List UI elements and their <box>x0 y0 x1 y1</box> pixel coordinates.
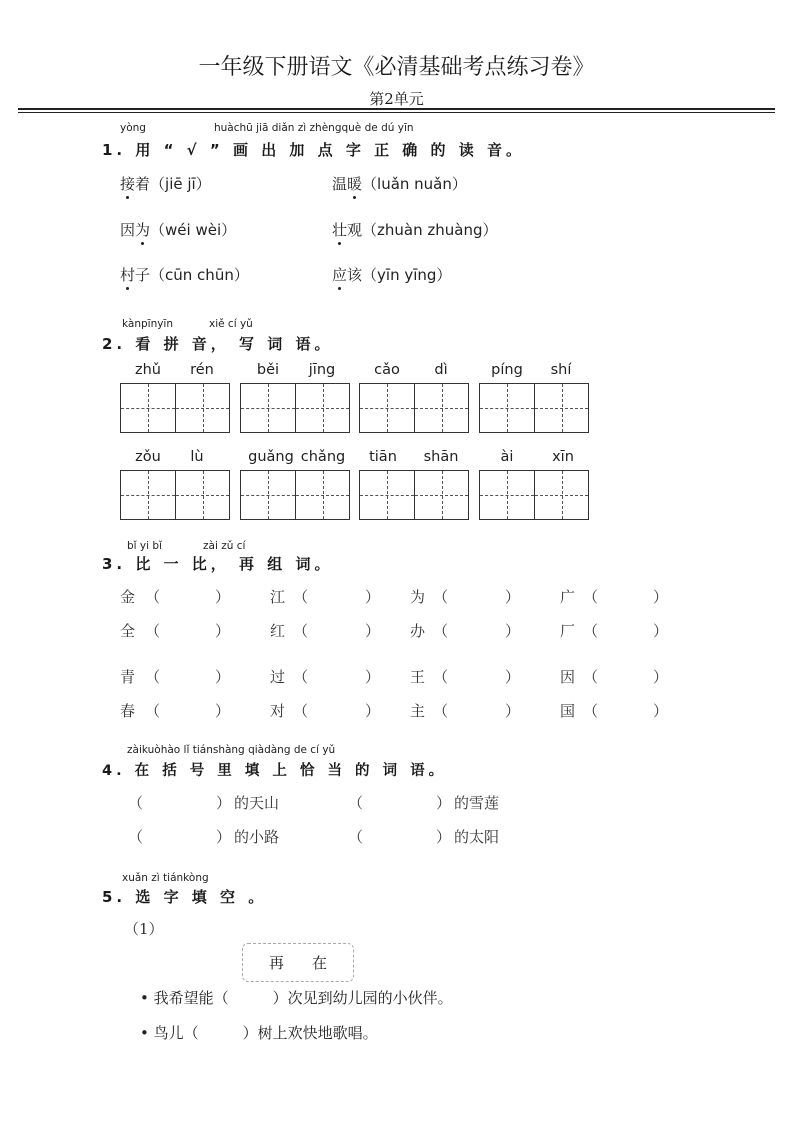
pinyin-label: zhǔ <box>135 362 161 378</box>
compare-char: 春 <box>120 702 136 720</box>
phrase-text: 的太阳 <box>454 828 500 846</box>
pinyin-label: chǎng <box>300 449 346 465</box>
blank-close: ） <box>505 588 521 606</box>
q5-heading: 5. 选 字 填 空 。 <box>102 888 268 906</box>
q1-item <box>332 264 451 285</box>
tian-grid-cell[interactable] <box>360 384 414 432</box>
tian-grid-cell[interactable] <box>175 471 229 519</box>
tian-grid-cell[interactable] <box>241 471 295 519</box>
compare-char: 对 <box>270 702 286 720</box>
pinyin-label: píng <box>491 362 523 378</box>
compare-char: 王 <box>410 668 426 686</box>
q4-pinyin: zàikuòhào lǐ tiánshàng qiàdàng de cí yǔ <box>127 744 336 756</box>
header-rule-bottom <box>18 112 775 113</box>
tian-grid-cell[interactable] <box>295 471 349 519</box>
blank-open: （ <box>433 668 449 686</box>
dotted-char: 暖 <box>347 175 363 193</box>
blank-close: ） <box>653 668 669 686</box>
blank-open: （ <box>128 794 144 812</box>
pinyin-label: shí <box>550 362 572 378</box>
q1-item-char: 温 <box>332 175 348 193</box>
compare-char: 国 <box>560 702 576 720</box>
blank-open: （ <box>583 588 599 606</box>
pinyin-label: rén <box>190 362 214 378</box>
phrase-text: 的天山 <box>234 794 280 812</box>
blank-open: （ <box>145 668 161 686</box>
compare-char: 红 <box>270 622 286 640</box>
tian-grid-cell[interactable] <box>480 384 534 432</box>
sentence-before: 我希望能（ <box>153 989 229 1007</box>
writing-grid[interactable] <box>479 383 589 433</box>
sentence-after: ）树上欢快地歌唱。 <box>242 1024 378 1042</box>
q4-heading: 4. 在 括 号 里 填 上 恰 当 的 词 语。 <box>102 763 448 779</box>
compare-char: 广 <box>560 588 576 606</box>
pinyin-label: běi <box>256 362 280 378</box>
dotted-char: 接 <box>120 175 136 193</box>
compare-char: 江 <box>270 588 286 606</box>
q1-item-char: 因 <box>120 221 136 239</box>
q1-item <box>120 219 236 240</box>
q1-item <box>120 264 249 285</box>
pinyin-label: dì <box>434 362 448 378</box>
choice-word: 再 <box>268 954 284 972</box>
pinyin-label: cǎo <box>374 362 400 378</box>
pinyin-label: ài <box>500 449 514 465</box>
q1-item-options[interactable]: （zhuàn zhuàng） <box>362 221 498 239</box>
q3-pinyin-a: bǐ yi bǐ <box>127 540 162 552</box>
q2-pinyin-b: xiě cí yǔ <box>209 318 253 330</box>
blank-close: ） <box>365 702 381 720</box>
blank-open: （ <box>583 622 599 640</box>
blank-close: ） <box>215 588 231 606</box>
q1-item-char: 子 <box>135 266 151 284</box>
blank-open: （ <box>128 828 144 846</box>
writing-grid[interactable] <box>359 383 469 433</box>
q2-heading: 2. 看 拼 音， 写 词 语。 <box>102 335 334 353</box>
blank-close: ） <box>215 702 231 720</box>
blank-close: ） <box>365 622 381 640</box>
dotted-char: 为 <box>135 221 151 239</box>
compare-char: 厂 <box>560 622 576 640</box>
blank-open: （ <box>293 702 309 720</box>
q1-pinyin-a: yòng <box>120 122 146 134</box>
q1-item-options[interactable]: （cūn chūn） <box>150 266 249 284</box>
tian-grid-cell[interactable] <box>295 384 349 432</box>
phrase-text: 的小路 <box>234 828 280 846</box>
tian-grid-cell[interactable] <box>480 471 534 519</box>
writing-grid[interactable] <box>120 470 230 520</box>
word-choice-box <box>242 943 354 982</box>
page-title: 一年级下册语文《必清基础考点练习卷》 <box>198 55 595 80</box>
unit-subtitle: 第2单元 <box>369 90 424 108</box>
tian-grid-cell[interactable] <box>534 471 588 519</box>
q2-pinyin-a: kànpīnyīn <box>122 318 174 330</box>
part-label: （1） <box>124 920 164 938</box>
q5-pinyin: xuǎn zì tiánkòng <box>122 872 209 884</box>
tian-grid-cell[interactable] <box>360 471 414 519</box>
dotted-char: 村 <box>120 266 136 284</box>
sentence-after: ）次见到幼儿园的小伙伴。 <box>272 989 453 1007</box>
sentence-before: 鸟儿（ <box>153 1024 199 1042</box>
writing-grid[interactable] <box>240 470 350 520</box>
blank-close: ） <box>216 828 232 846</box>
compare-char: 金 <box>120 588 136 606</box>
blank-open: （ <box>583 702 599 720</box>
q1-item-options[interactable]: （jiē jī） <box>150 175 211 193</box>
blank-close: ） <box>505 702 521 720</box>
tian-grid-cell[interactable] <box>121 471 175 519</box>
blank-close: ） <box>436 794 452 812</box>
blank-close: ） <box>365 588 381 606</box>
dotted-char: 应 <box>332 266 348 284</box>
dotted-char: 壮 <box>332 221 348 239</box>
compare-char: 过 <box>270 668 286 686</box>
phrase-text: 的雪莲 <box>454 794 500 812</box>
blank-open: （ <box>583 668 599 686</box>
q1-item <box>120 173 211 194</box>
tian-grid-cell[interactable] <box>121 384 175 432</box>
blank-open: （ <box>293 622 309 640</box>
blank-close: ） <box>215 668 231 686</box>
blank-close: ） <box>653 588 669 606</box>
bullet-icon: • <box>140 1024 149 1042</box>
q1-item-options[interactable]: （yīn yīng） <box>362 266 452 284</box>
blank-open: （ <box>348 794 364 812</box>
tian-grid-cell[interactable] <box>175 384 229 432</box>
blank-open: （ <box>145 702 161 720</box>
q1-heading: 1. 用 “ √ ” 画 出 加 点 字 正 确 的 读 音。 <box>102 141 525 159</box>
blank-close: ） <box>505 668 521 686</box>
q1-pinyin-b: huàchū jiā diǎn zì zhèngquè de dú yīn <box>214 122 414 134</box>
blank-open: （ <box>433 588 449 606</box>
blank-open: （ <box>293 668 309 686</box>
blank-close: ） <box>653 622 669 640</box>
q3-pinyin-b: zài zǔ cí <box>203 540 246 552</box>
blank-open: （ <box>433 702 449 720</box>
blank-close: ） <box>216 794 232 812</box>
blank-open: （ <box>293 588 309 606</box>
blank-close: ） <box>505 622 521 640</box>
blank-open: （ <box>145 588 161 606</box>
sentence-item <box>140 987 453 1008</box>
compare-char: 全 <box>120 622 136 640</box>
header-rule-top <box>18 108 775 110</box>
tian-grid-cell[interactable] <box>414 471 468 519</box>
blank-close: ） <box>653 702 669 720</box>
q3-heading: 3. 比 一 比， 再 组 词。 <box>102 555 334 573</box>
compare-char: 办 <box>410 622 426 640</box>
tian-grid-cell[interactable] <box>241 384 295 432</box>
compare-char: 因 <box>560 668 576 686</box>
pinyin-label: tiān <box>369 449 397 465</box>
pinyin-label: lù <box>190 449 204 465</box>
pinyin-label: guǎng <box>248 449 294 465</box>
blank-close: ） <box>365 668 381 686</box>
sentence-item <box>140 1022 378 1043</box>
writing-grid[interactable] <box>120 383 230 433</box>
q1-item-options[interactable]: （luǎn nuǎn） <box>362 175 467 193</box>
q1-item <box>332 219 498 240</box>
compare-char: 主 <box>410 702 426 720</box>
compare-char: 青 <box>120 668 136 686</box>
q1-item-char: 该 <box>347 266 363 284</box>
compare-char: 为 <box>410 588 426 606</box>
blank-open: （ <box>433 622 449 640</box>
blank-open: （ <box>348 828 364 846</box>
tian-grid-cell[interactable] <box>534 384 588 432</box>
choice-word: 在 <box>312 954 328 972</box>
q1-item <box>332 173 467 194</box>
blank-close: ） <box>436 828 452 846</box>
pinyin-label: shān <box>423 449 459 465</box>
tian-grid-cell[interactable] <box>414 384 468 432</box>
bullet-icon: • <box>140 989 149 1007</box>
blank-open: （ <box>145 622 161 640</box>
blank-close: ） <box>215 622 231 640</box>
q1-item-char: 着 <box>135 175 151 193</box>
writing-grid[interactable] <box>240 383 350 433</box>
pinyin-label: xīn <box>552 449 574 465</box>
pinyin-label: zǒu <box>135 449 161 465</box>
pinyin-label: jīng <box>308 362 336 378</box>
writing-grid[interactable] <box>479 470 589 520</box>
writing-grid[interactable] <box>359 470 469 520</box>
q1-item-options[interactable]: （wéi wèi） <box>150 221 237 239</box>
q1-item-char: 观 <box>347 221 363 239</box>
